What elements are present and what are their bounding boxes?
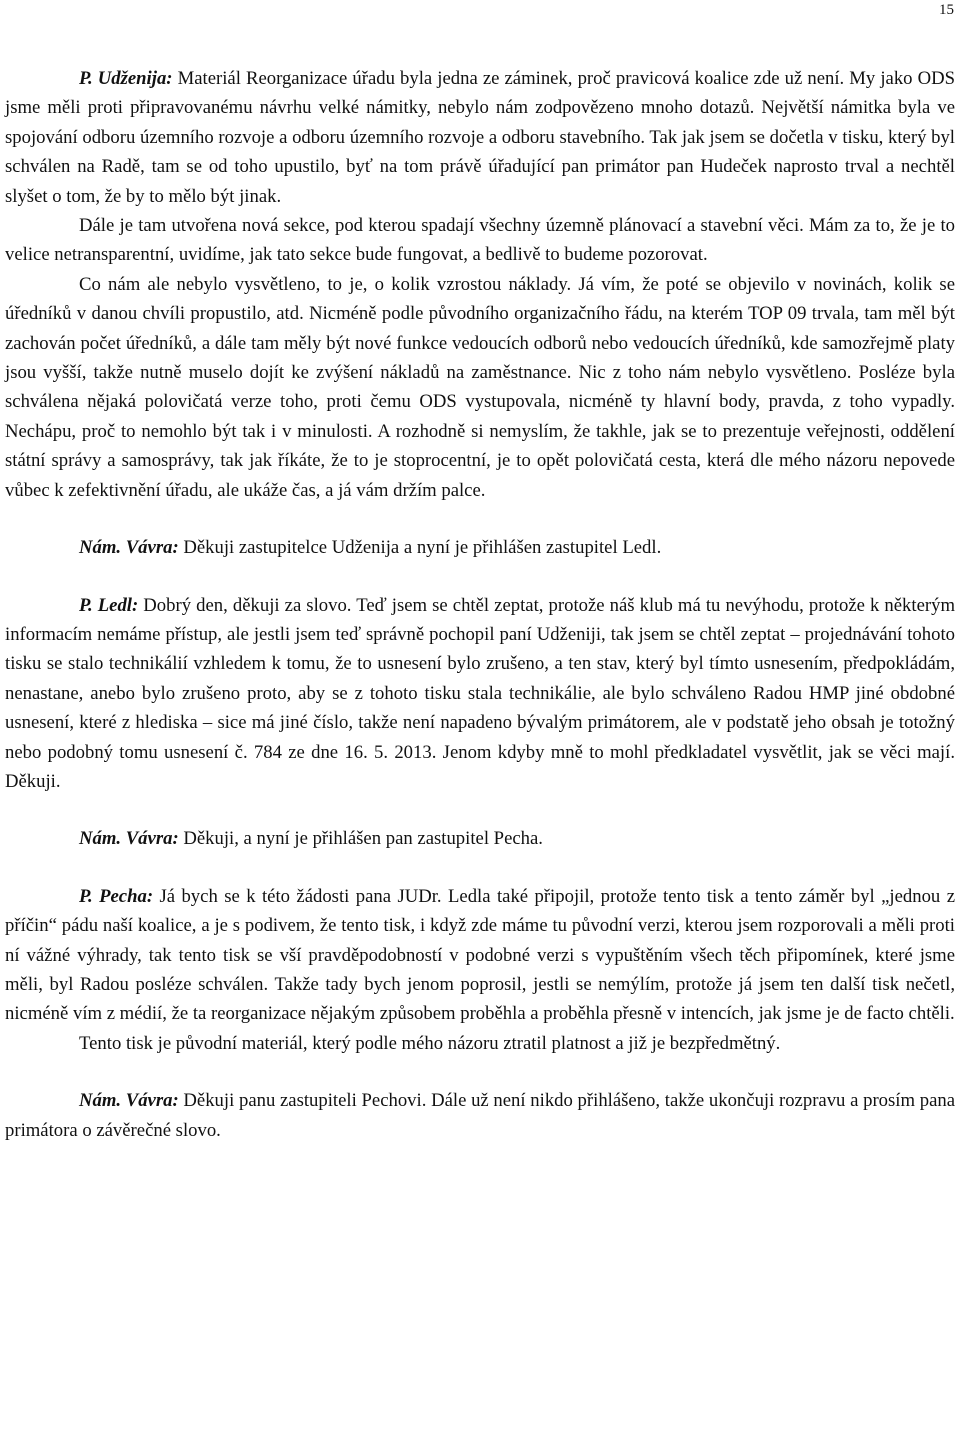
paragraph-pecha-1 bbox=[5, 882, 955, 1029]
speaker-name: P. Ledl: bbox=[79, 594, 139, 616]
paragraph-text: Dále je tam utvořena nová sekce, pod kterou spadají všechny územně plánovací a stavební věci. Mám za to, že je to velice netransparentní, uvidíme, jak tato sekce bude fungovat, a bedlivě to budeme pozorovat. bbox=[5, 215, 955, 266]
speaker-name: Nám. Vávra: bbox=[79, 828, 179, 850]
paragraph-text: Děkuji panu zastupiteli Pechovi. Dále už není nikdo přihlášeno, takže ukončuji rozpravu a prosím pana primátora o závěrečné slovo. bbox=[5, 1090, 955, 1141]
paragraph-ledl bbox=[5, 591, 955, 797]
paragraph-udzenija-1 bbox=[5, 64, 955, 211]
paragraph-vavra-1 bbox=[5, 533, 955, 562]
paragraph-text: Já bych se k této žádosti pana JUDr. Ledla také připojil, protože tento tisk a tento záměr byl „jednou z příčin“ pádu naší koalice, a je s podivem, že tento tisk, i když zde máme tu původní verzi, kterou jsem rozporovali a měli proti ní vážné výhrady, tak tento tisk se vší pravděpodobností v podobné verzi s vypuštěním všech těch připomínek, které jsme měli, byl Radou posléze schválen. Takže tady bych jenom poprosil, jestli se nemýlím, protože já jsem ten další tisk nečetl, nicméně vím z médií, že ta reorganizace nějakým způsobem proběhla a proběhla přesně v intencích, jak jsme je de facto chtěli. bbox=[5, 885, 955, 1025]
paragraph-vavra-3 bbox=[5, 1086, 955, 1145]
speaker-name: Nám. Vávra: bbox=[79, 1090, 179, 1112]
speaker-name: Nám. Vávra: bbox=[79, 537, 179, 559]
paragraph-text: Tento tisk je původní materiál, který podle mého názoru ztratil platnost a již je bezpředmětný. bbox=[79, 1032, 781, 1054]
paragraph-vavra-2 bbox=[5, 824, 955, 853]
speaker-name: P. Udženija: bbox=[79, 68, 173, 89]
paragraph-pecha-2 bbox=[5, 1029, 955, 1058]
speaker-name: P. Pecha: bbox=[79, 885, 154, 907]
transcript-body bbox=[5, 64, 955, 1145]
paragraph-udzenija-2 bbox=[5, 211, 955, 270]
paragraph-text: Děkuji zastupitelce Udženija a nyní je přihlášen zastupitel Ledl. bbox=[178, 537, 662, 559]
paragraph-text: Děkuji, a nyní je přihlášen pan zastupitel Pecha. bbox=[178, 828, 543, 850]
paragraph-udzenija-3 bbox=[5, 270, 955, 505]
page-number: 15 bbox=[939, 2, 954, 18]
paragraph-text: Materiál Reorganizace úřadu byla jedna ze záminek, proč pravicová koalice zde už není. My jako ODS jsme měli proti připravovanému návrhu velké námitky, nebylo nám zodpovězeno mnoho dotazů. Největší námitka byla ve spojování odboru územního rozvoje a odboru územního rozvoje a odboru stavebního. Tak jak jsem se dočetla v tisku, který byl schválen na Radě, tam se od toho upustilo, byť na tom právě úřadující pan primátor pan Hudeček naprosto trval a nechtěl slyšet o tom, že by to mělo být jinak. bbox=[5, 68, 955, 207]
paragraph-text: Co nám ale nebylo vysvětleno, to je, o kolik vzrostou náklady. Já vím, že poté se objevilo v novinách, kolik se úředníků v danou chvíli propustilo, atd. Nicméně podle původního organizačního řádu, na kterém TOP 09 trvala, tam měl být zachován počet úředníků, a dále tam měly být nové funkce vedoucích odborů nebo vedoucích úředníků, kde samozřejmě platy jsou vyšší, takže nutně muselo dojít ke zvýšení nákladů na zaměstnance. Nic z toho nám nebylo vysvětleno. Posléze byla schválena nějaká polovičatá verze toho, proti čemu ODS vystupovala, nicméně ty hlavní body, pravda, z toho vypadly. Nechápu, proč to nemohlo být tak i v minulosti. A rozhodně si nemyslím, že takhle, jak se to prezentuje veřejnosti, oddělení státní správy a samosprávy, tak jak říkáte, že to je stoprocentní, je to opět polovičatá cesta, která dle mého názoru nepovede vůbec k zefektivnění úřadu, ale ukáže čas, a já vám držím palce. bbox=[5, 273, 955, 501]
paragraph-text: Dobrý den, děkuji za slovo. Teď jsem se chtěl zeptat, protože náš klub má tu nevýhodu, protože k některým informacím nemáme přístup, ale jestli jsem teď správně pochopil paní Udženiji, tak jsem se chtěl zeptat – projednávání tohoto tisku se stalo technikálií vzhledem k tomu, že to usnesení bylo zrušeno, a ten stav, který byl tímto usnesením, předpokládám, nenastane, anebo bylo zrušeno proto, aby se z tohoto tisku stala technikálie, ale bylo schváleno Radou HMP jiné obdobné usnesení, které z hlediska – sice má jiné číslo, takže není napadeno bývalým primátorem, ale v podstatě jeho obsah je totožný nebo podobný tomu usnesení č. 784 ze dne 16. 5. 2013. Jenom kdyby mně to mohl předkladatel vysvětlit, jak se věci mají. Děkuji. bbox=[5, 594, 955, 792]
